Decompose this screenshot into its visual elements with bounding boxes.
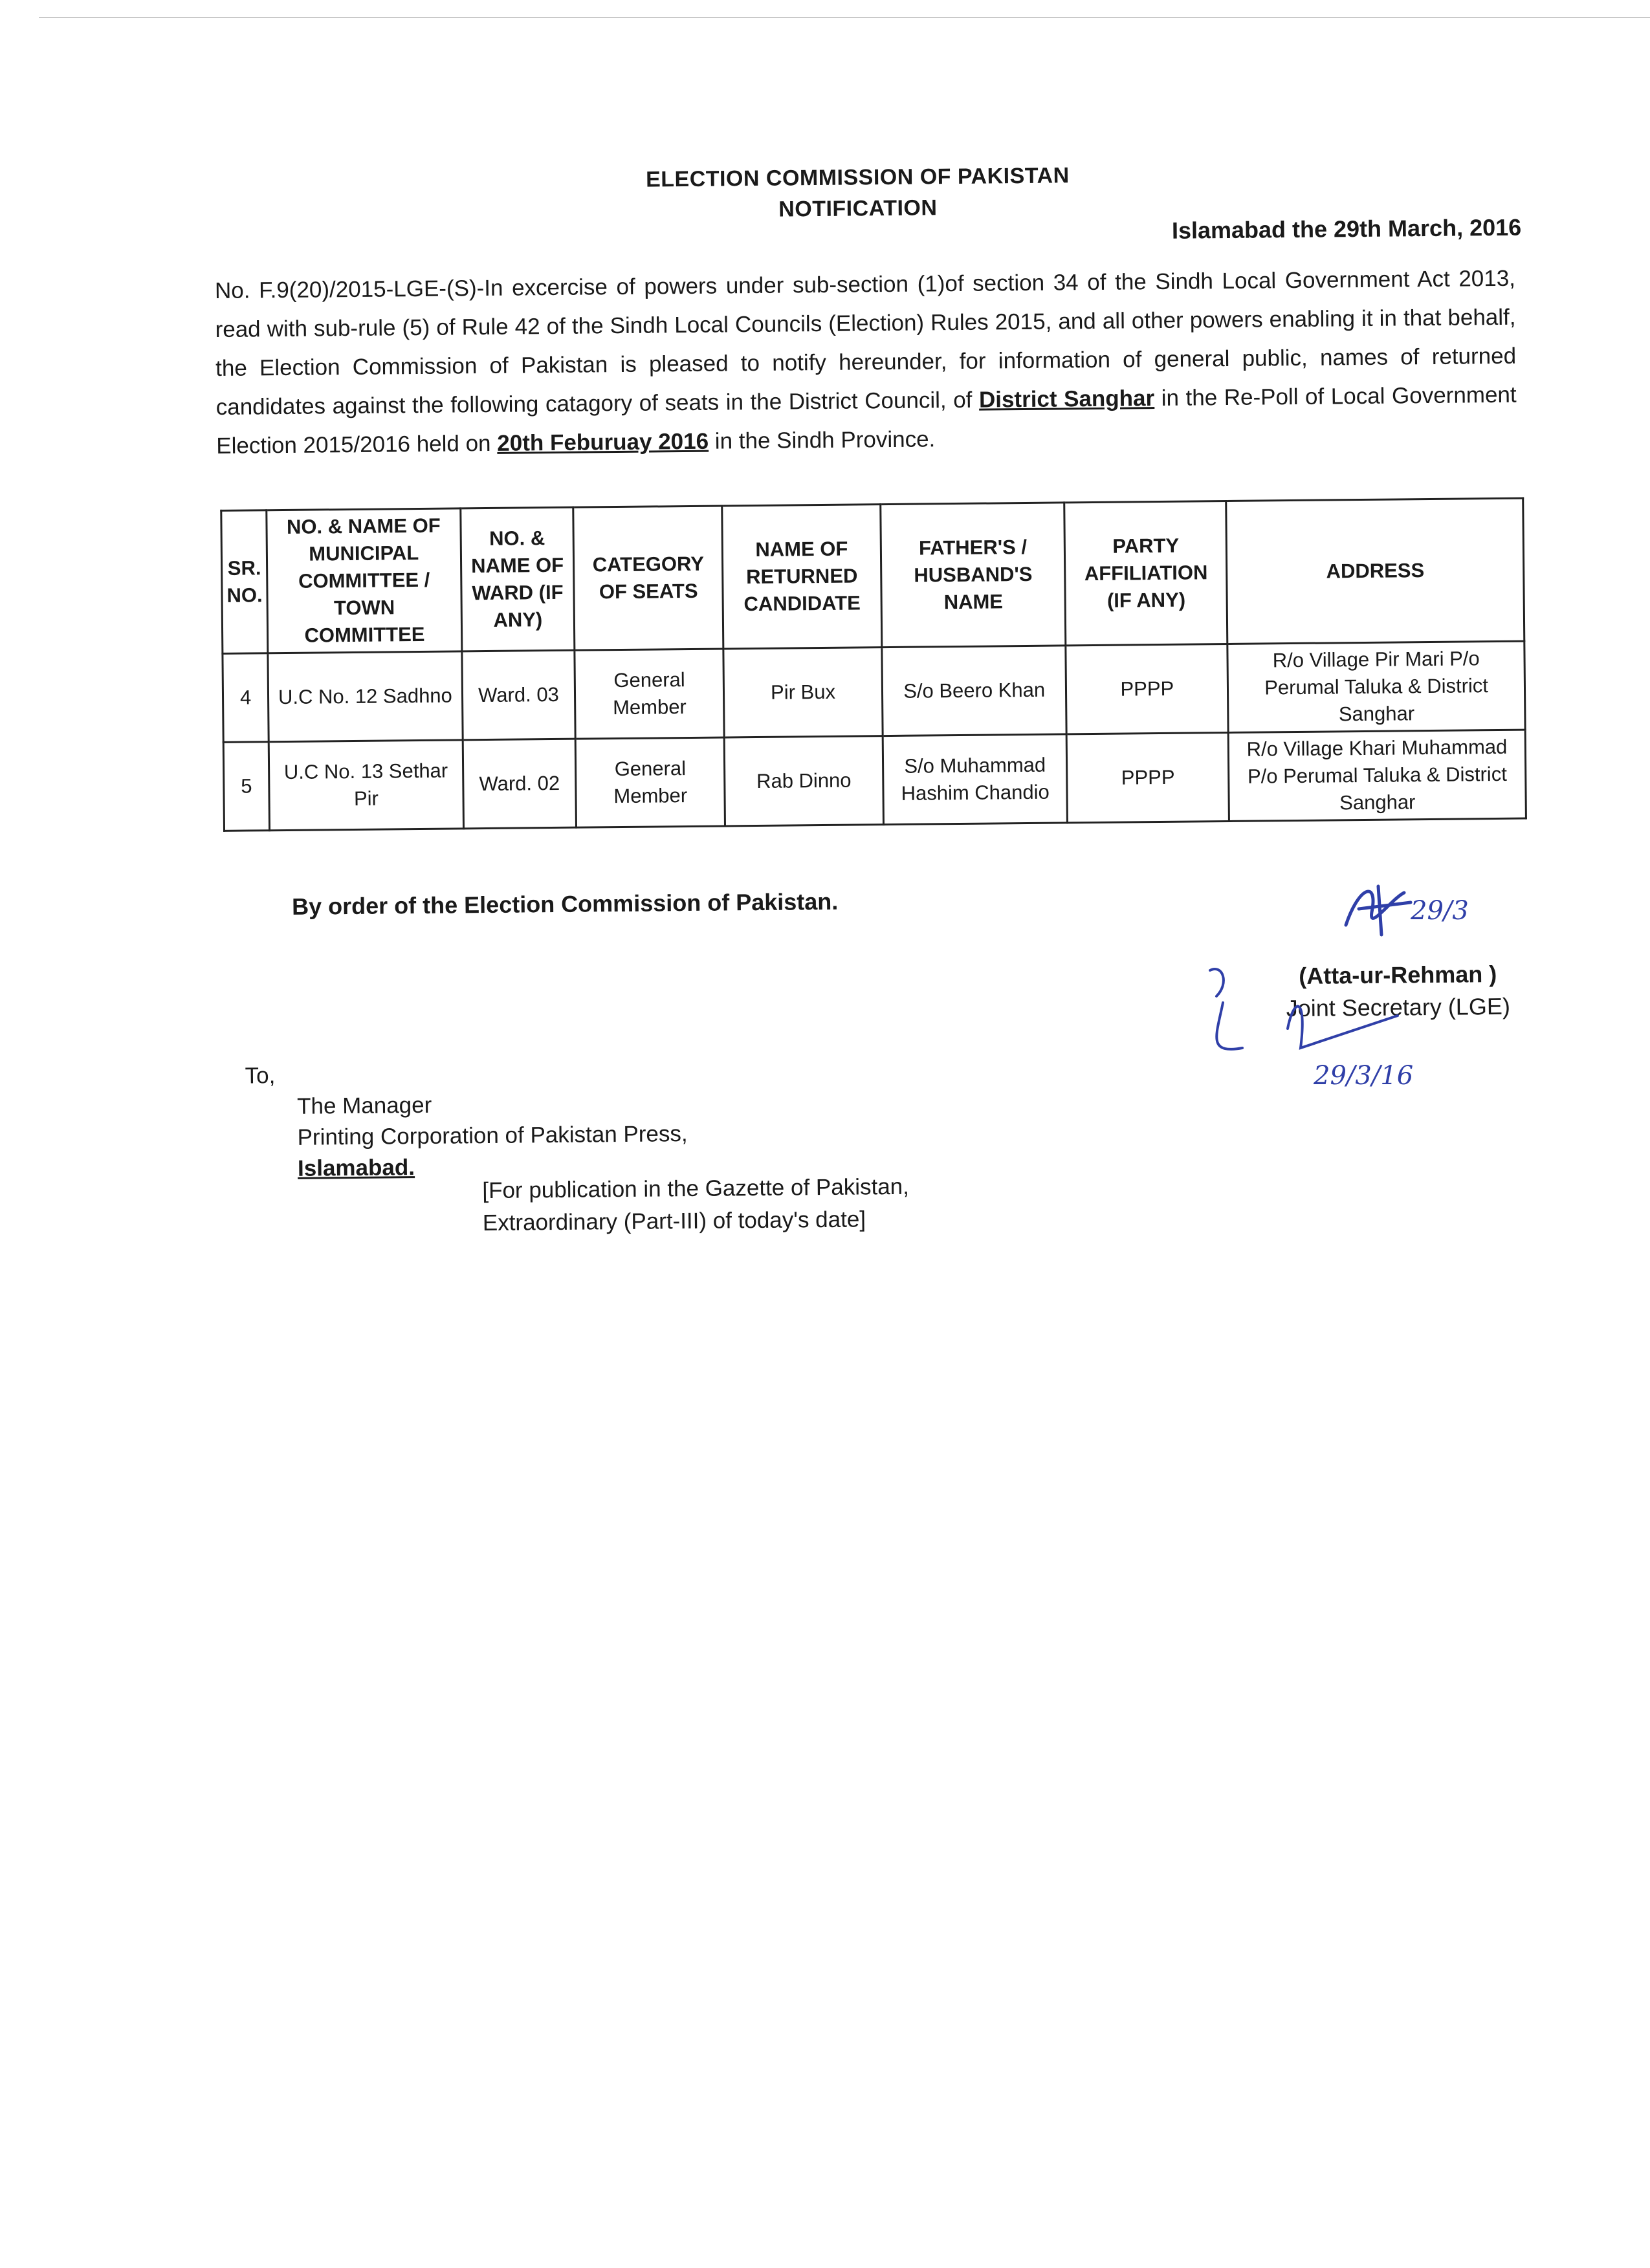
cell-committee: U.C No. 13 Sethar Pir	[269, 740, 463, 831]
cell-party: PPPP	[1066, 644, 1228, 734]
header-party: PARTY AFFILIATION (IF ANY)	[1064, 501, 1227, 646]
body-part-3: in the Sindh Province.	[714, 426, 936, 454]
signature-initial-date: 29/3	[1411, 896, 1469, 926]
header-candidate: NAME OF RETURNED CANDIDATE	[722, 505, 882, 649]
cell-category: General Member	[576, 737, 725, 827]
cell-committee: U.C No. 12 Sadhno	[268, 651, 463, 742]
signature-second-date: 29/3/16	[1314, 1061, 1414, 1091]
by-order-line: By order of the Election Commission of Pakistan.	[291, 888, 839, 920]
header-sr-no: SR. NO.	[221, 510, 268, 654]
signer-name: (Atta-ur-Rehman )	[1299, 961, 1497, 989]
cell-ward: Ward. 03	[462, 650, 576, 740]
org-title: ELECTION COMMISSION OF PAKISTAN	[645, 163, 1070, 192]
header-father-husband: FATHER'S / HUSBAND'S NAME	[881, 503, 1066, 648]
cell-party: PPPP	[1067, 732, 1229, 822]
publication-note-line-2: Extraordinary (Part-III) of today's date]	[482, 1206, 866, 1236]
election-date: 20th Feburuay 2016	[497, 428, 709, 456]
cell-sr-no: 5	[223, 742, 269, 831]
to-line-2: Printing Corporation of Pakistan Press,	[297, 1121, 688, 1150]
signer-title: Joint Secretary (LGE)	[1286, 992, 1511, 1022]
to-line-3: Islamabad.	[297, 1155, 415, 1181]
district-name: District Sanghar	[978, 386, 1155, 413]
to-line-1: The Manager	[296, 1092, 432, 1119]
notification-title: NOTIFICATION	[778, 195, 938, 222]
address-block	[245, 1056, 688, 1185]
table-row	[223, 641, 1525, 742]
cell-sr-no: 4	[223, 653, 269, 743]
body-part-1: No. F.9(20)/2015-LGE-(S)-In excercise of powers under sub-section (1)of section 34 of the Sindh Local Government Act 2013, read with sub-rule (5) of Rule 42 of the Sindh Local Councils (Election) Rules 2015, and all other powers enabling it in that behalf, the Election Commission of Pakistan is pleased to notify hereunder, for information of general public, names of returned candidates against the following catagory of seats in the District Council, of	[214, 265, 1517, 420]
to-label: To,	[245, 1063, 276, 1089]
cell-father-husband: S/o Muhammad Hashim Chandio	[883, 734, 1068, 825]
publication-note	[482, 1171, 909, 1239]
table-header-row	[221, 498, 1524, 653]
publication-note-line-1: [For publication in the Gazette of Pakistan,	[482, 1173, 910, 1204]
header-ward: NO. & NAME OF WARD (IF ANY)	[460, 507, 575, 651]
cell-candidate: Rab Dinno	[724, 736, 883, 826]
header-committee: NO. & NAME OF MUNICIPAL COMMITTEE / TOWN COMMITTEE	[267, 508, 462, 653]
date-line: Islamabad the 29th March, 2016	[1171, 213, 1522, 244]
header-category: CATEGORY OF SEATS	[573, 506, 723, 650]
cell-address: R/o Village Pir Mari P/o Perumal Taluka & District Sanghar	[1227, 641, 1525, 732]
cell-father-husband: S/o Beero Khan	[882, 646, 1067, 736]
returned-candidates-table	[220, 497, 1527, 832]
cell-ward: Ward. 02	[463, 739, 577, 829]
header-address: ADDRESS	[1226, 498, 1524, 644]
table-row	[223, 730, 1526, 831]
cell-address: R/o Village Khari Muhammad P/o Perumal Taluka & District Sanghar	[1228, 730, 1526, 821]
body-part-2: in the Re-Poll of Local Government Election 2015/2016 held on	[216, 382, 1517, 459]
cell-candidate: Pir Bux	[723, 648, 883, 737]
cell-category: General Member	[575, 649, 724, 739]
scan-edge-line	[39, 17, 1650, 18]
notification-body	[215, 259, 1517, 466]
